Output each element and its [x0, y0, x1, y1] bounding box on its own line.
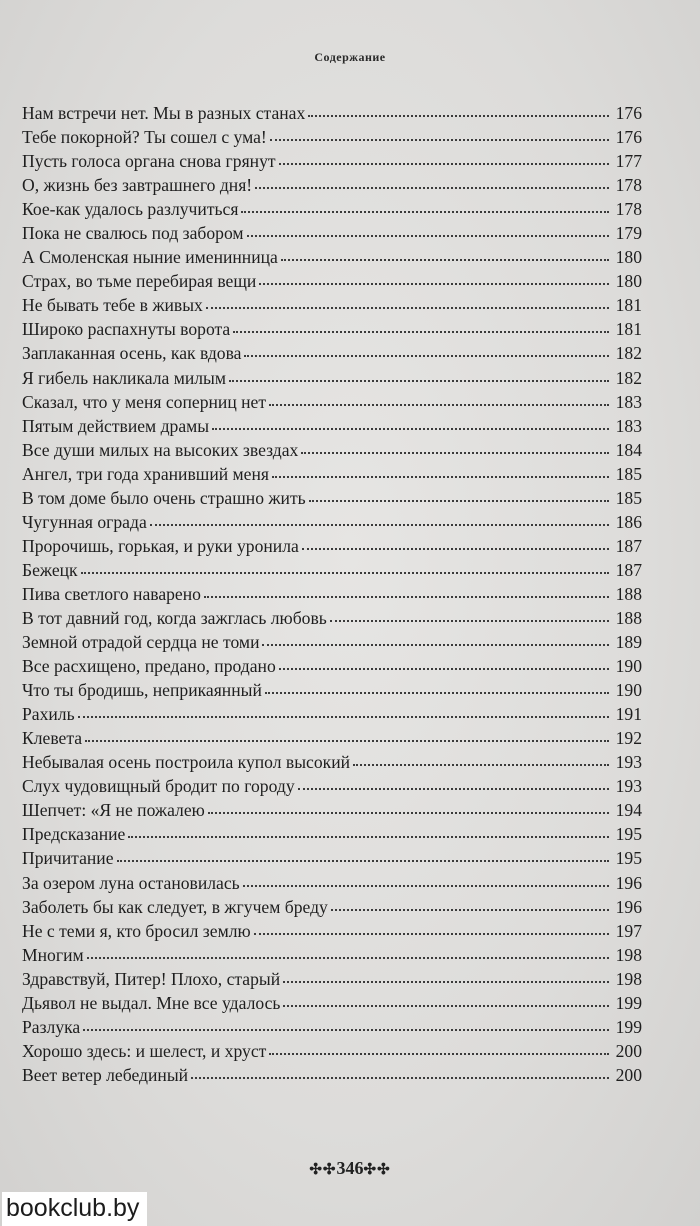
toc-entry-title: Дьявол не выдал. Мне все удалось: [22, 992, 281, 1013]
toc-dot-leader: [272, 470, 609, 478]
toc-entry-title: Клевета: [22, 728, 83, 749]
folio-ornament-right: ✣✣: [363, 1162, 391, 1178]
toc-entry-page: 195: [615, 848, 642, 869]
toc-entry-title: Небывалая осень построила купол высокий: [22, 752, 351, 773]
toc-entry: [22, 173, 642, 197]
toc-dot-leader: [117, 854, 609, 862]
toc-entry: [22, 1063, 642, 1087]
toc-dot-leader: [281, 253, 609, 261]
toc-entry: [22, 125, 642, 149]
toc-entry-title: Заплаканная осень, как вдова: [22, 343, 242, 364]
toc-dot-leader: [87, 951, 609, 959]
toc-entry: [22, 293, 642, 317]
toc-entry-page: 196: [615, 872, 642, 893]
toc-entry: [22, 221, 642, 245]
toc-entry: [22, 943, 642, 967]
toc-entry-title: Страх, во тьме перебирая вещи: [22, 271, 257, 292]
table-of-contents: [22, 101, 642, 1087]
toc-dot-leader: [269, 398, 609, 406]
toc-entry: [22, 822, 642, 846]
toc-dot-leader: [331, 903, 609, 911]
toc-entry-page: 198: [615, 968, 642, 989]
toc-entry-title: Причитание: [22, 848, 114, 869]
toc-entry: [22, 967, 642, 991]
toc-dot-leader: [353, 758, 609, 766]
toc-entry-title: Разлука: [22, 1016, 81, 1037]
toc-entry-page: 193: [615, 752, 642, 773]
toc-dot-leader: [265, 686, 609, 694]
toc-entry-page: 188: [615, 583, 642, 604]
toc-entry: [22, 798, 642, 822]
toc-entry-title: Предсказание: [22, 824, 126, 845]
toc-dot-leader: [85, 734, 609, 742]
toc-entry-title: Ангел, три года хранивший меня: [22, 463, 269, 484]
toc-entry: [22, 846, 642, 870]
toc-entry-page: 199: [615, 1016, 642, 1037]
toc-dot-leader: [128, 830, 609, 838]
toc-entry: [22, 871, 642, 895]
page-folio: [0, 1158, 700, 1179]
toc-entry-title: Рахиль: [22, 704, 75, 725]
toc-entry-page: 196: [615, 896, 642, 917]
toc-entry-title: Тебе покорной? Ты сошел с ума!: [22, 127, 267, 148]
toc-entry: [22, 582, 642, 606]
toc-entry-page: 183: [615, 415, 642, 436]
toc-entry: [22, 438, 642, 462]
toc-dot-leader: [309, 494, 609, 502]
toc-entry-page: 200: [615, 1040, 642, 1061]
toc-dot-leader: [244, 349, 609, 357]
toc-entry-page: 179: [615, 223, 642, 244]
toc-entry-page: 176: [615, 103, 642, 123]
toc-entry-title: Не бывать тебе в живых: [22, 295, 203, 316]
toc-entry-page: 187: [615, 559, 642, 580]
toc-entry-page: 183: [615, 391, 642, 412]
page-number: 346: [336, 1158, 364, 1178]
toc-dot-leader: [243, 879, 609, 887]
toc-dot-leader: [255, 181, 609, 189]
toc-entry-title: Пророчишь, горькая, и руки уронила: [22, 535, 299, 556]
toc-entry: [22, 630, 642, 654]
toc-entry-page: 194: [615, 800, 642, 821]
toc-entry-title: Что ты бродишь, неприкаянный: [22, 680, 262, 701]
toc-entry-page: 180: [615, 271, 642, 292]
toc-dot-leader: [254, 927, 609, 935]
toc-entry-title: Бежецк: [22, 559, 78, 580]
toc-entry-page: 188: [615, 607, 642, 628]
toc-entry-page: 197: [615, 920, 642, 941]
toc-entry-title: О, жизнь без завтрашнего дня!: [22, 175, 253, 196]
toc-dot-leader: [279, 157, 609, 165]
toc-entry: [22, 149, 642, 173]
toc-entry: [22, 462, 642, 486]
toc-entry-title: Хорошо здесь: и шелест, и хруст: [22, 1040, 267, 1061]
toc-entry: [22, 317, 642, 341]
toc-dot-leader: [208, 806, 609, 814]
toc-entry-page: 192: [615, 728, 642, 749]
toc-dot-leader: [247, 229, 609, 237]
toc-entry-page: 185: [615, 487, 642, 508]
toc-entry: [22, 678, 642, 702]
toc-entry: [22, 726, 642, 750]
toc-entry: [22, 366, 642, 390]
toc-entry-title: Чугунная ограда: [22, 511, 147, 532]
toc-entry: [22, 1015, 642, 1039]
toc-entry-page: 200: [615, 1064, 642, 1085]
toc-dot-leader: [298, 782, 609, 790]
toc-dot-leader: [212, 422, 609, 430]
toc-entry: [22, 991, 642, 1015]
toc-entry-page: 199: [615, 992, 642, 1013]
toc-entry: [22, 606, 642, 630]
toc-entry-title: Все расхищено, предано, продано: [22, 656, 276, 677]
toc-entry-title: Все души милых на высоких звездах: [22, 439, 299, 460]
toc-dot-leader: [241, 205, 609, 213]
toc-dot-leader: [83, 1023, 609, 1031]
toc-entry-page: 185: [615, 463, 642, 484]
toc-dot-leader: [330, 614, 609, 622]
toc-entry: [22, 510, 642, 534]
toc-entry: [22, 341, 642, 365]
toc-entry-page: 189: [615, 632, 642, 653]
toc-dot-leader: [262, 638, 609, 646]
toc-entry-title: Веет ветер лебединый: [22, 1064, 189, 1085]
toc-entry-page: 186: [615, 511, 642, 532]
toc-entry-title: Пусть голоса органа снова грянут: [22, 151, 276, 172]
toc-entry: [22, 750, 642, 774]
toc-dot-leader: [283, 975, 609, 983]
toc-entry: [22, 558, 642, 582]
toc-entry-page: 180: [615, 247, 642, 268]
toc-dot-leader: [259, 277, 609, 285]
toc-entry-title: Пятым действием драмы: [22, 415, 210, 436]
toc-entry: [22, 774, 642, 798]
toc-entry-page: 182: [615, 343, 642, 364]
toc-entry: [22, 269, 642, 293]
toc-entry-title: Слух чудовищный бродит по городу: [22, 776, 295, 797]
toc-dot-leader: [301, 446, 609, 454]
toc-entry-page: 193: [615, 776, 642, 797]
toc-entry: [22, 414, 642, 438]
toc-dot-leader: [229, 374, 609, 382]
toc-dot-leader: [308, 109, 609, 117]
toc-dot-leader: [191, 1071, 609, 1079]
toc-entry-page: 190: [615, 656, 642, 677]
toc-entry-title: Нам встречи нет. Мы в разных станах: [22, 103, 306, 123]
toc-entry-title: Я гибель накликала милым: [22, 367, 226, 388]
toc-dot-leader: [302, 542, 609, 550]
toc-entry: [22, 702, 642, 726]
toc-entry-page: 176: [615, 127, 642, 148]
toc-entry-page: 184: [615, 439, 642, 460]
toc-entry-page: 178: [615, 175, 642, 196]
toc-entry-page: 191: [615, 704, 642, 725]
running-head: Содержание: [314, 50, 386, 64]
toc-dot-leader: [269, 1047, 609, 1055]
toc-dot-leader: [233, 325, 609, 333]
toc-entry-title: Здравствуй, Питер! Плохо, старый: [22, 968, 281, 989]
toc-dot-leader: [283, 999, 609, 1007]
toc-entry: [22, 895, 642, 919]
folio-ornament-left: ✣✣: [309, 1162, 337, 1178]
toc-dot-leader: [279, 662, 609, 670]
toc-dot-leader: [81, 566, 609, 574]
toc-entry-page: 177: [615, 151, 642, 172]
toc-entry: [22, 1039, 642, 1063]
toc-entry-title: За озером луна остановилась: [22, 872, 240, 893]
toc-entry-title: Шепчет: «Я не пожалею: [22, 800, 205, 821]
toc-entry-page: 195: [615, 824, 642, 845]
toc-entry-page: 198: [615, 944, 642, 965]
site-watermark: bookclub.by: [2, 1192, 147, 1226]
toc-entry-title: А Смоленская ныние именинница: [22, 247, 278, 268]
toc-entry: [22, 919, 642, 943]
toc-entry: [22, 534, 642, 558]
toc-entry-title: Кое-как удалось разлучиться: [22, 199, 239, 220]
toc-entry: [22, 197, 642, 221]
toc-dot-leader: [204, 590, 609, 598]
toc-dot-leader: [150, 518, 609, 526]
toc-entry-title: Широко распахнуты ворота: [22, 319, 231, 340]
toc-entry-title: В том доме было очень страшно жить: [22, 487, 306, 508]
toc-entry: [22, 486, 642, 510]
toc-entry-title: Пива светлого наварено: [22, 583, 201, 604]
toc-entry-page: 178: [615, 199, 642, 220]
toc-dot-leader: [206, 301, 609, 309]
toc-entry-title: В тот давний год, когда зажглась любовь: [22, 607, 327, 628]
toc-entry-page: 182: [615, 367, 642, 388]
toc-entry-page: 181: [615, 319, 642, 340]
toc-entry: [22, 101, 642, 125]
toc-entry-page: 187: [615, 535, 642, 556]
toc-entry: [22, 654, 642, 678]
toc-dot-leader: [270, 133, 609, 141]
toc-entry: [22, 390, 642, 414]
toc-entry-title: Многим: [22, 944, 84, 965]
toc-entry-title: Заболеть бы как следует, в жгучем бреду: [22, 896, 328, 917]
toc-entry-page: 181: [615, 295, 642, 316]
toc-entry-title: Земной отрадой сердца не томи: [22, 632, 260, 653]
toc-dot-leader: [78, 710, 609, 718]
toc-entry-page: 190: [615, 680, 642, 701]
toc-entry-title: Сказал, что у меня соперниц нет: [22, 391, 267, 412]
toc-entry-title: Не с теми я, кто бросил землю: [22, 920, 251, 941]
toc-entry-title: Пока не свалюсь под забором: [22, 223, 244, 244]
toc-entry: [22, 245, 642, 269]
